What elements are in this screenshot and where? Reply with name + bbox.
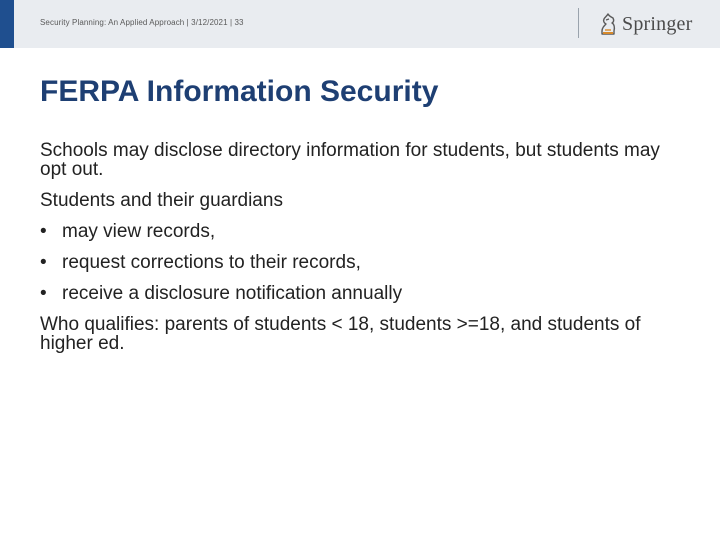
bullet-icon: • [40, 283, 47, 304]
body-paragraph-who-qualifies: Who qualifies: parents of students < 18, students >=18, and students of higher ed. [40, 314, 641, 354]
header-accent-bar [0, 0, 14, 48]
bullet-icon: • [40, 252, 47, 273]
header-divider [578, 8, 579, 38]
bullet-text: receive a disclosure notification annually [62, 283, 403, 304]
slide-title: FERPA Information Security [40, 75, 439, 108]
springer-knight-icon [598, 12, 618, 36]
bullet-text: request corrections to their records, [62, 252, 361, 273]
bullet-text: may view records, [62, 221, 216, 242]
body-paragraph-directory-info: Schools may disclose directory information for students, but students may opt out. [40, 140, 660, 180]
bullet-item-disclosure-notification [40, 284, 670, 303]
bullet-icon: • [40, 221, 47, 242]
slide-body [40, 141, 670, 365]
bullet-item-request-corrections [40, 253, 670, 272]
body-paragraph-students-guardians: Students and their guardians [40, 190, 283, 211]
springer-logo [598, 9, 692, 39]
slide-meta: Security Planning: An Applied Approach | 3/12/2021 | 33 [40, 18, 244, 27]
logo-text: Springer [622, 12, 693, 35]
slide-header [0, 0, 720, 48]
bullet-item-view-records [40, 222, 670, 241]
